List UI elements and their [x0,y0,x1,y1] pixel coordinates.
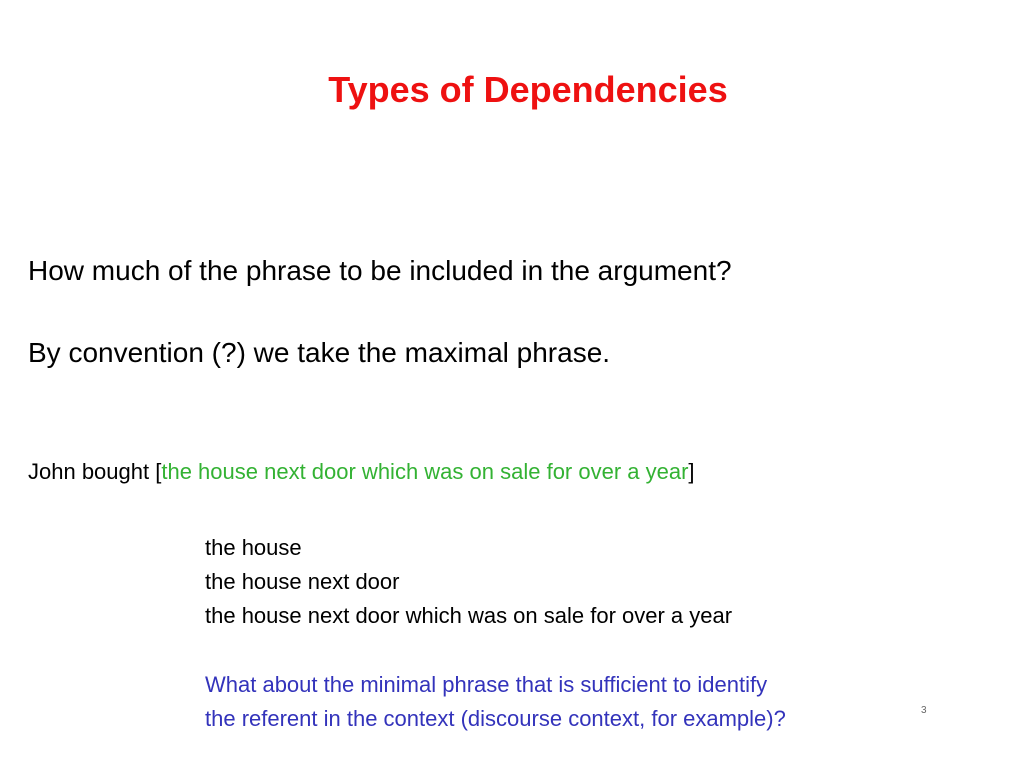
question-line: the referent in the context (discourse context, for example)? [205,706,786,731]
example-suffix: ] [688,459,695,484]
page-number: 3 [921,705,927,716]
convention-line: By convention (?) we take the maximal phrase. [28,337,611,368]
slide-title: Types of Dependencies [328,69,728,110]
phrase-list [205,531,732,633]
phrase-item: the house next door which was on sale for over a year [205,603,733,628]
question-line-included: How much of the phrase to be included in the argument? [28,255,732,286]
question-line: What about the minimal phrase that is sufficient to identify [205,672,768,697]
example-prefix: John bought [ [28,459,162,484]
phrase-item: the house [205,535,302,560]
example-sentence [28,458,695,486]
phrase-item: the house next door [205,569,400,594]
example-highlight: the house next door which was on sale for over a year [161,459,689,484]
minimal-phrase-question [205,668,786,736]
